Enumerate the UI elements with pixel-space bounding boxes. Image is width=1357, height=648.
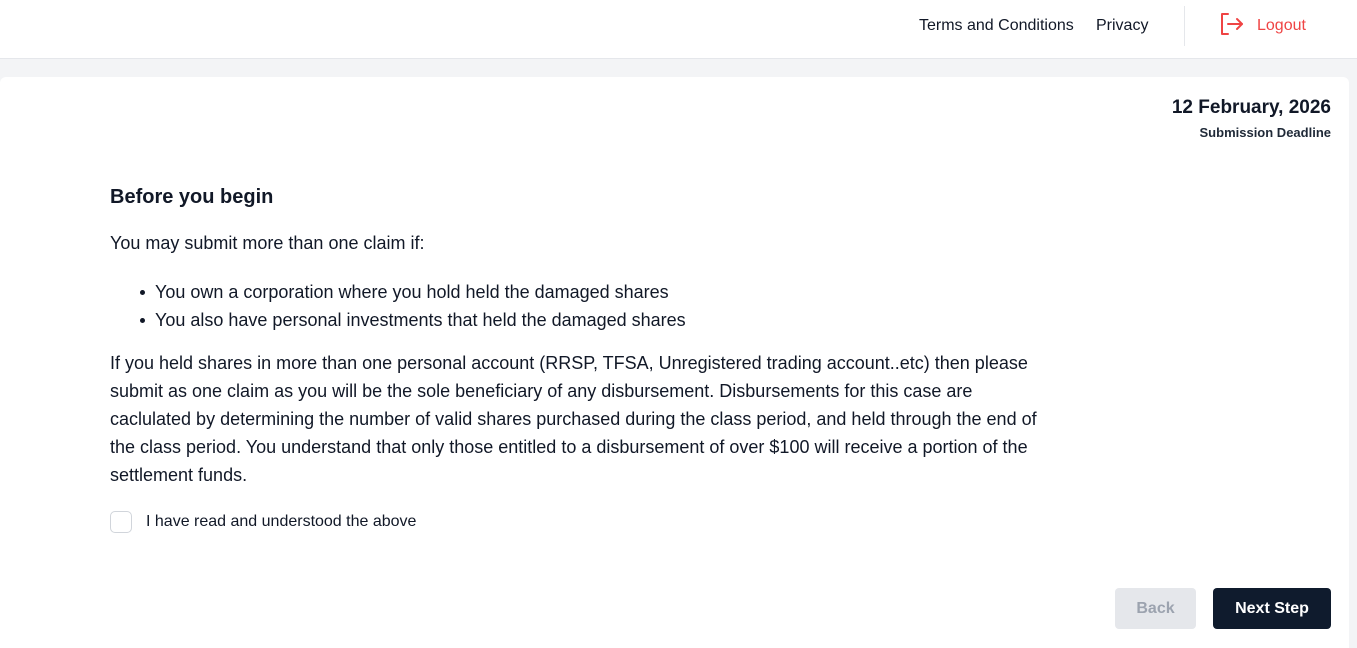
list-item: You also have personal investments that held the damaged shares	[136, 306, 686, 334]
back-button[interactable]: Back	[1115, 588, 1196, 629]
acknowledge-row[interactable]	[110, 511, 416, 533]
deadline-label: Submission Deadline	[1199, 125, 1331, 140]
logout-icon	[1218, 11, 1244, 42]
next-step-button[interactable]: Next Step	[1213, 588, 1331, 629]
top-bar	[0, 0, 1357, 59]
privacy-link[interactable]: Privacy	[1096, 17, 1149, 34]
disbursement-paragraph: If you held shares in more than one personal account (RRSP, TFSA, Unregistered trading account..etc) then please submit as one claim as you will be the sole beneficiary of any disbursement. Disbursements for this case are caclulated by determining the number of valid shares purchased during the class period, and held through the end of the class period. You understand that only those entitled to a disbursement of over $100 will receive a portion of the settlement funds.	[110, 353, 1037, 485]
logout-label: Logout	[1257, 17, 1306, 34]
logout-button[interactable]	[1218, 12, 1306, 40]
list-item: You own a corporation where you hold held the damaged shares	[136, 278, 686, 306]
section-title: Before you begin	[110, 186, 274, 208]
claim-conditions-list	[136, 278, 686, 334]
nav-divider	[1184, 6, 1185, 46]
terms-link[interactable]: Terms and Conditions	[919, 17, 1074, 34]
deadline-date: 12 February, 2026	[1171, 97, 1331, 118]
acknowledge-checkbox[interactable]	[110, 511, 132, 533]
acknowledge-label: I have read and understood the above	[146, 513, 417, 530]
intro-text: You may submit more than one claim if:	[110, 233, 425, 253]
claim-card	[0, 77, 1349, 648]
